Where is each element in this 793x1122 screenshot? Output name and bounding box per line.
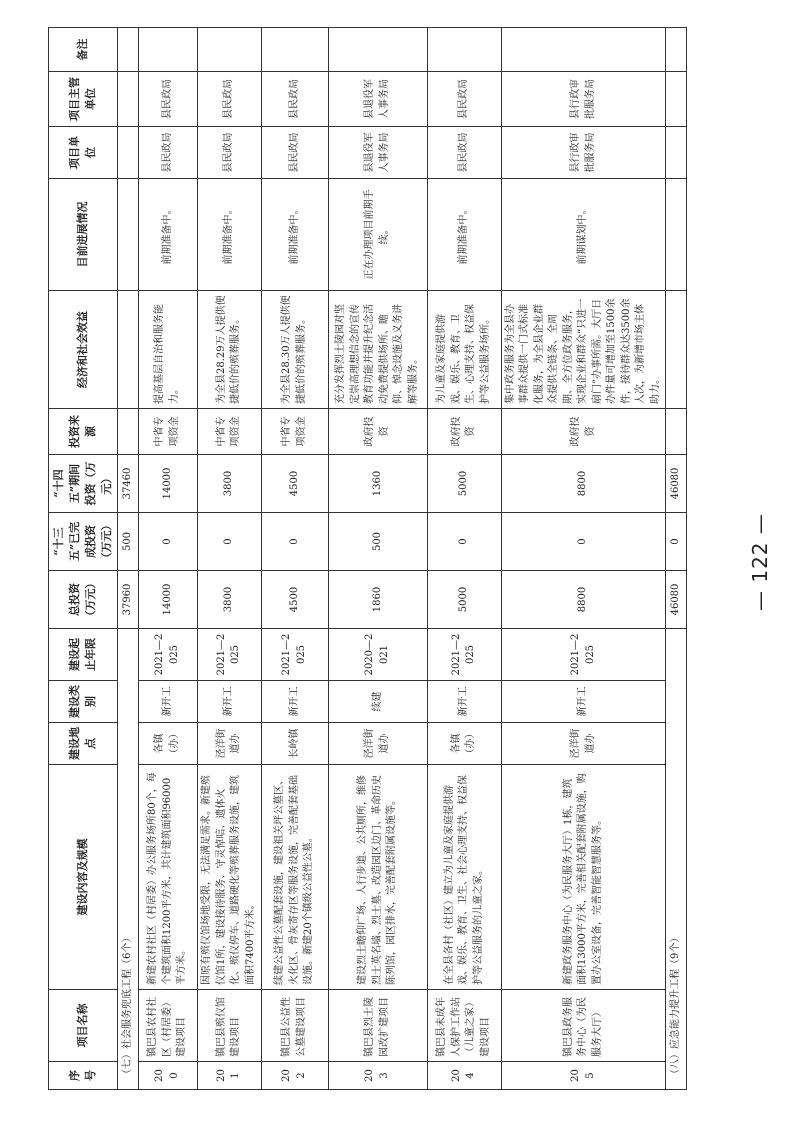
header-row bbox=[49, 28, 118, 1090]
project-name: 镇巴县未成年人保护工作站（儿童之家）建设项目 bbox=[427, 990, 501, 1062]
project-type: 新开工 bbox=[197, 681, 261, 723]
section-done: 0 bbox=[666, 513, 687, 571]
header-cell: 总投资（万元） bbox=[49, 571, 118, 629]
header-cell: 建设内容及规模 bbox=[49, 765, 118, 990]
project-unit: 县民政局 bbox=[427, 127, 501, 179]
project-total: 5000 bbox=[427, 571, 501, 629]
project-source: 中省专项资金 bbox=[138, 409, 197, 455]
project-note bbox=[261, 28, 328, 72]
header-cell: 项目名称 bbox=[49, 990, 118, 1062]
project-progress: 前期准备中。 bbox=[261, 179, 328, 291]
project-dept: 县民政局 bbox=[261, 72, 328, 127]
project-note bbox=[138, 28, 197, 72]
project-done: 0 bbox=[501, 513, 666, 571]
section-row bbox=[666, 28, 687, 1090]
page-number: — 122 — bbox=[748, 513, 772, 611]
project-unit: 县民政局 bbox=[261, 127, 328, 179]
project-done: 500 bbox=[328, 513, 427, 571]
header-cell: “十三五”已完成投资（万元） bbox=[49, 513, 118, 571]
row-no: 202 bbox=[261, 1062, 328, 1090]
project-place: 各镇（办） bbox=[427, 723, 501, 765]
section-done: 500 bbox=[117, 513, 138, 571]
project-benefit: 集中政务服务为全县办事群众提供一门式标准化服务，为全县企业群众提供全链条、全周期、全方位政务服务，实现企业和群众“只进一扇门”办事所需。大厅日办件量可增加至1500余件，接待群众达3500余人次，为新增市场主体助力。 bbox=[501, 291, 666, 409]
project-source: 政府投资 bbox=[427, 409, 501, 455]
project-benefit: 提高基层自治和服务能力。 bbox=[138, 291, 197, 409]
project-total: 14000 bbox=[138, 571, 197, 629]
header-cell: 建设起止年限 bbox=[49, 629, 118, 681]
project-source: 中省专项资金 bbox=[261, 409, 328, 455]
project-unit: 县民政局 bbox=[197, 127, 261, 179]
section-total: 46080 bbox=[666, 571, 687, 629]
project-content: 续建公益性公墓配套设施，建设祖关坪公墓区、火化区、骨灰寄存区等服务设施，完善配套基础设施。新建20个镇级公益性公墓。 bbox=[261, 765, 328, 990]
header-cell: 建设地点 bbox=[49, 723, 118, 765]
project-done: 0 bbox=[261, 513, 328, 571]
table-row bbox=[328, 28, 427, 1090]
project-years: 2021—2025 bbox=[427, 629, 501, 681]
project-progress: 前期准备中。 bbox=[197, 179, 261, 291]
project-total: 4500 bbox=[261, 571, 328, 629]
project-note bbox=[427, 28, 501, 72]
header-cell: 经济和社会效益 bbox=[49, 291, 118, 409]
header-cell: 目前进展情况 bbox=[49, 179, 118, 291]
row-no: 201 bbox=[197, 1062, 261, 1090]
project-content: 新建政务服务中心（为民服务大厅）1栋，建筑面积13000平方米，完善相关配套附属设施，购置办公室设备，完善智能智慧服务等。 bbox=[501, 765, 666, 990]
project-dept: 县民政局 bbox=[427, 72, 501, 127]
project-progress: 前期准备中。 bbox=[427, 179, 501, 291]
project-note bbox=[501, 28, 666, 72]
project-place: 泾洋街道办 bbox=[501, 723, 666, 765]
header-cell: 序号 bbox=[49, 1062, 118, 1090]
project-total: 3800 bbox=[197, 571, 261, 629]
project-place: 泾洋街道办 bbox=[328, 723, 427, 765]
project-content: 因原有殡仪馆场地受限，无法满足需求。新建殡仪馆1所，建设接待服务、守灵悼唁、遗体火化、殡仪停车、道路硬化等殡葬服务设施，建筑面积7400平方米。 bbox=[197, 765, 261, 990]
project-years: 2020—2021 bbox=[328, 629, 427, 681]
project-progress: 前期准备中。 bbox=[138, 179, 197, 291]
row-no: 204 bbox=[427, 1062, 501, 1090]
section-row bbox=[117, 28, 138, 1090]
project-benefit: 为全县28.29万人提供便捷低价的殡葬服务。 bbox=[197, 291, 261, 409]
project-name: 镇巴县农村社区（村居委）建设项目 bbox=[138, 990, 197, 1062]
project-progress: 正在办理项目前期手续。 bbox=[328, 179, 427, 291]
table-row bbox=[138, 28, 197, 1090]
project-name: 镇巴县公益性公墓建设项目 bbox=[261, 990, 328, 1062]
project-table bbox=[48, 27, 687, 1090]
project-total: 1860 bbox=[328, 571, 427, 629]
project-source: 政府投资 bbox=[328, 409, 427, 455]
project-years: 2021—2025 bbox=[501, 629, 666, 681]
project-type: 续建 bbox=[328, 681, 427, 723]
project-type: 新开工 bbox=[427, 681, 501, 723]
project-dept: 县民政局 bbox=[138, 72, 197, 127]
project-type: 新开工 bbox=[261, 681, 328, 723]
project-content: 在全县各村（社区）建立为儿童及家庭提供游戏、娱乐、教育、卫生、社会心理支持、权益保护等公益服务的儿童之家。 bbox=[427, 765, 501, 990]
header-cell: 建设类别 bbox=[49, 681, 118, 723]
project-plan: 8800 bbox=[501, 455, 666, 513]
project-type: 新开工 bbox=[501, 681, 666, 723]
project-name: 镇巴县殡仪馆建设项目 bbox=[197, 990, 261, 1062]
row-no: 203 bbox=[328, 1062, 427, 1090]
project-place: 长岭镇 bbox=[261, 723, 328, 765]
project-note bbox=[328, 28, 427, 72]
header-cell: “十四五”期间投资（万元） bbox=[49, 455, 118, 513]
section-title: （七）社会服务兜底工程（6个） bbox=[117, 629, 138, 1090]
project-years: 2021—2025 bbox=[261, 629, 328, 681]
table-row bbox=[197, 28, 261, 1090]
header-cell: 投资来源 bbox=[49, 409, 118, 455]
project-dept: 县民政局 bbox=[197, 72, 261, 127]
table-row bbox=[261, 28, 328, 1090]
row-no: 205 bbox=[501, 1062, 666, 1090]
project-plan: 3800 bbox=[197, 455, 261, 513]
section-total: 37960 bbox=[117, 571, 138, 629]
project-plan: 1360 bbox=[328, 455, 427, 513]
project-plan: 4500 bbox=[261, 455, 328, 513]
project-benefit: 为全县28.30万人提供便捷低价的殡葬服务。 bbox=[261, 291, 328, 409]
project-progress: 前期谋划中。 bbox=[501, 179, 666, 291]
project-content: 新建农村社区（村居委）办公服务场所80个，每个建筑面积1200平方米，共计建筑面积96000平方米。 bbox=[138, 765, 197, 990]
header-cell: 项目主管单位 bbox=[49, 72, 118, 127]
project-dept: 县退役军人事务局 bbox=[328, 72, 427, 127]
table-row bbox=[427, 28, 501, 1090]
header-cell: 备注 bbox=[49, 28, 118, 72]
project-done: 0 bbox=[427, 513, 501, 571]
project-unit: 县退役军人事务局 bbox=[328, 127, 427, 179]
project-note bbox=[197, 28, 261, 72]
project-name: 镇巴县烈士陵园改扩建项目 bbox=[328, 990, 427, 1062]
project-type: 新开工 bbox=[138, 681, 197, 723]
project-dept: 县行政审批服务局 bbox=[501, 72, 666, 127]
section-plan: 46080 bbox=[666, 455, 687, 513]
project-source: 中省专项资金 bbox=[197, 409, 261, 455]
project-done: 0 bbox=[138, 513, 197, 571]
project-unit: 县民政局 bbox=[138, 127, 197, 179]
project-unit: 县行政审批服务局 bbox=[501, 127, 666, 179]
project-name: 镇巴县政务服务中心（为民服务大厅） bbox=[501, 990, 666, 1062]
section-plan: 37460 bbox=[117, 455, 138, 513]
project-total: 8800 bbox=[501, 571, 666, 629]
section-title: （八）应急能力提升工程（9个） bbox=[666, 629, 687, 1090]
project-years: 2021—2025 bbox=[138, 629, 197, 681]
project-content: 建设烈士瞻仰广场、人行步道、公共厕所，维修烈士英名墙、烈士墓、改造园区边门、革命历史陈列馆，园区排水，完善配套附属设施等。 bbox=[328, 765, 427, 990]
project-benefit: 充分发挥烈士陵园对坚定崇高理想信念的宣传教育功能并提升纪念活动免费提供场所、瞻仰、悼念设施及义务讲解等服务。 bbox=[328, 291, 427, 409]
table-row bbox=[501, 28, 666, 1090]
project-plan: 5000 bbox=[427, 455, 501, 513]
project-years: 2021—2025 bbox=[197, 629, 261, 681]
project-done: 0 bbox=[197, 513, 261, 571]
project-place: 泾洋街道办 bbox=[197, 723, 261, 765]
project-source: 政府投资 bbox=[501, 409, 666, 455]
project-benefit: 为儿童及家庭提供游戏、娱乐、教育、卫生、心理支持、权益保护等公益服务场所。 bbox=[427, 291, 501, 409]
header-cell: 项目单位 bbox=[49, 127, 118, 179]
project-plan: 14000 bbox=[138, 455, 197, 513]
project-place: 各镇（办） bbox=[138, 723, 197, 765]
row-no: 200 bbox=[138, 1062, 197, 1090]
